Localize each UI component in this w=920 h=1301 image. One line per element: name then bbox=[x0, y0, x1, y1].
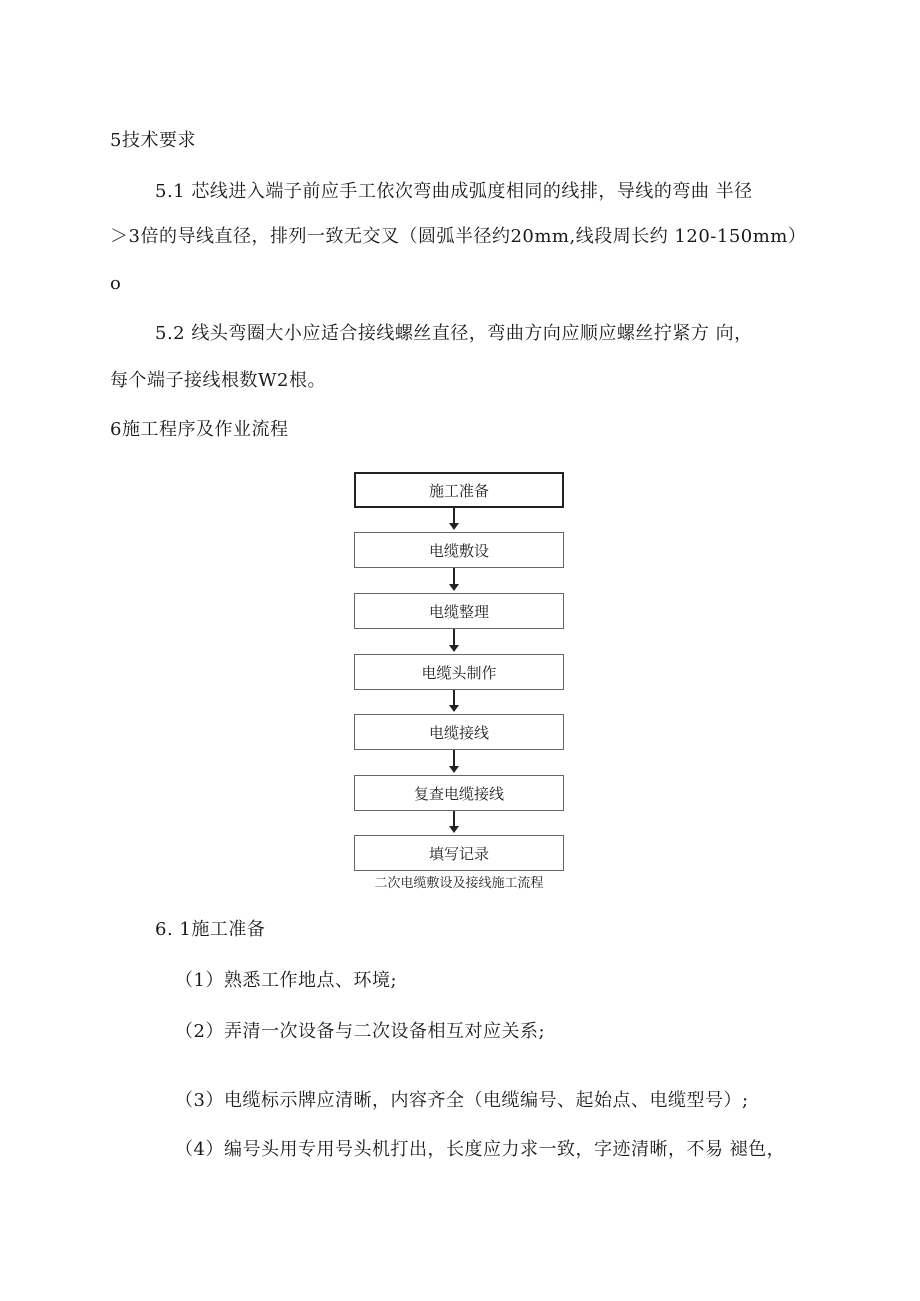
list-item: （4）编号头用专用号头机打出，长度应力求一致，字迹清晰，不易 褪色， bbox=[175, 1139, 786, 1160]
flow-step-cable-wiring: 电缆接线 bbox=[354, 714, 564, 750]
flow-step-recheck-wiring: 复查电缆接线 bbox=[354, 775, 564, 811]
flow-step-construction-prep: 施工准备 bbox=[354, 472, 564, 508]
flowchart-caption: 二次电缆敷设及接线施工流程 bbox=[374, 876, 544, 891]
list-item: （2）弄清一次设备与二次设备相互对应关系; bbox=[175, 1021, 546, 1042]
flow-step-cable-head-making: 电缆头制作 bbox=[354, 654, 564, 690]
paragraph-5-1-line-3: o bbox=[110, 273, 122, 294]
section-6-1-heading: 6. 1施工准备 bbox=[155, 919, 266, 940]
arrow-down-icon bbox=[449, 826, 459, 833]
flow-step-fill-records: 填写记录 bbox=[354, 835, 564, 871]
list-item: （3）电缆标示牌应清晰，内容齐全（电缆编号、起始点、电缆型号）; bbox=[175, 1090, 749, 1111]
flow-arrow bbox=[453, 690, 455, 705]
arrow-down-icon bbox=[449, 584, 459, 591]
flow-arrow bbox=[453, 508, 455, 523]
section-5-heading: 5技术要求 bbox=[110, 130, 196, 151]
flow-step-cable-arranging: 电缆整理 bbox=[354, 593, 564, 629]
paragraph-5-2-line-2: 每个端子接线根数W2根。 bbox=[110, 370, 326, 391]
paragraph-5-1-line-1: 5.1 芯线进入端子前应手工依次弯曲成弧度相同的线排，导线的弯曲 半径 bbox=[155, 181, 753, 202]
arrow-down-icon bbox=[449, 523, 459, 530]
flow-step-cable-laying: 电缆敷设 bbox=[354, 532, 564, 568]
paragraph-5-1-line-2: ＞3倍的导线直径，排列一致无交叉（圆弧半径约20mm,线段周长约 120-150mm） bbox=[110, 226, 807, 247]
list-item: （1）熟悉工作地点、环境; bbox=[175, 970, 398, 991]
arrow-down-icon bbox=[449, 705, 459, 712]
paragraph-5-2-line-1: 5.2 线头弯圈大小应适合接线螺丝直径，弯曲方向应顺应螺丝拧紧方 向， bbox=[155, 323, 753, 344]
arrow-down-icon bbox=[449, 645, 459, 652]
section-6-heading: 6施工程序及作业流程 bbox=[110, 419, 289, 440]
flow-arrow bbox=[453, 629, 455, 645]
flow-arrow bbox=[453, 811, 455, 826]
flow-arrow bbox=[453, 568, 455, 584]
arrow-down-icon bbox=[449, 766, 459, 773]
flow-arrow bbox=[453, 750, 455, 766]
